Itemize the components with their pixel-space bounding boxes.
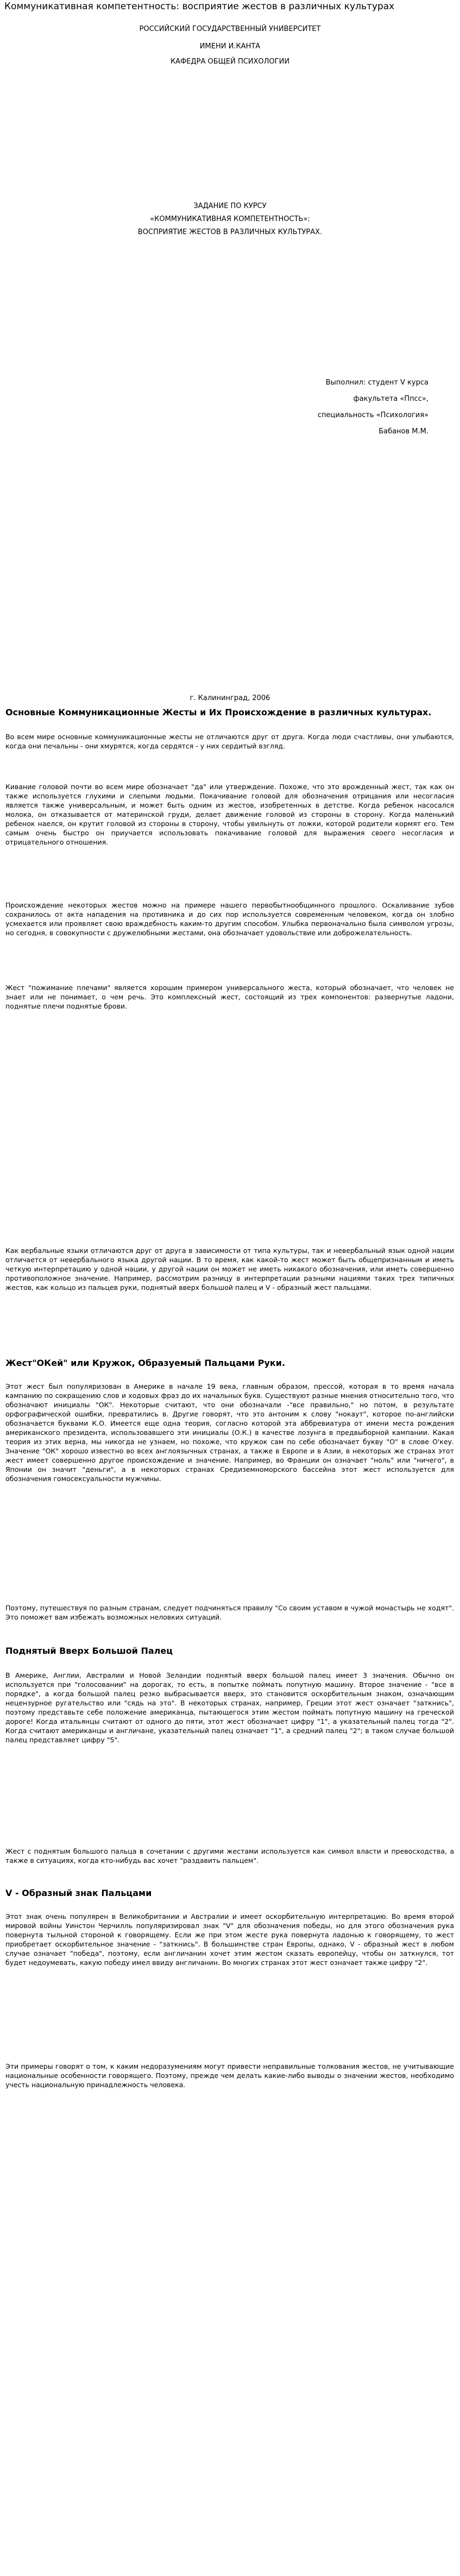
paragraph: Этот знак очень популярен в Великобритании и Австралии и имеет оскорбительную интерпретацию. Во время второй мировой войны Уинстон Черчилль популяризировал знак "V" для обозначения победы, но для этого обозначения рука повернута тыльной стороной к говорящему. Если же при этом жесте рука повернута ладонью к говорящему, то жест приобретает оскорбительное значение - "заткнись". В большинстве стран Европы, однако, V - образный жест в любом случае означает "победа", поэтому, если англичанин хочет этим жестом сказать европейцу, чтобы он заткнулся, тот будет недоумевать, какую победу имел ввиду англичанин. Во многих странах этот жест означает также цифру "2". <box>5 1912 454 1967</box>
author-line-4: Бабанов М.М. <box>379 427 429 436</box>
assignment-line-2: «КОММУНИКАТИВНАЯ КОМПЕТЕНТНОСТЬ»: <box>150 215 310 223</box>
paragraph: Жест "пожимание плечами" является хорошим примером универсального жеста, который обозначает, что человек не знает или не понимает, о чем речь. Это комплексный жест, состоящий из трех компонентов: развернутые ладони, поднятые плечи поднятые брови. <box>5 984 454 1010</box>
paragraph: Происхождение некоторых жестов можно на примере нашего первобытнообщинного прошлого. Оскаливание зубов сохранилось от акта нападения на противника и до сих пор используется современным человеком, когда он злобно усмехается или проявляет свою враждебность каким-то другим способом. Улыбка первоначально была символом угрозы, но сегодня, в совокупности с дружелюбными жестами, она обозначает удовольствие или доброжелательность. <box>5 901 454 937</box>
assignment-line-1: ЗАДАНИЕ ПО КУРСУ <box>193 202 267 210</box>
paragraph: Поэтому, путешествуя по разным странам, следует подчиняться правилу "Со своим уставом в чужой монастырь не ходят". Это поможет вам избежать возможных неловких ситуаций. <box>5 1604 454 1621</box>
paragraph: Эти примеры говорят о том, к каким недоразумениям могут привести неправильные толкования жестов, не учитывающие национальные особенности говорящего. Поэтому, прежде чем делать какие-либо выводы о значении жестов, необходимо учесть национальную принадлежность человека. <box>5 2062 454 2089</box>
assignment-line-3: ВОСПРИЯТИЕ ЖЕСТОВ В РАЗЛИЧНЫХ КУЛЬТУРАХ. <box>137 228 323 236</box>
document-title: Коммуникативная компетентность: восприятие жестов в различных культурах <box>4 1 395 12</box>
city-year: г. Калининград, 2006 <box>190 694 270 702</box>
section-heading: Жест"ОКей" или Кружок, Образуемый Пальцами Руки. <box>5 1358 286 1368</box>
university-name: РОССИЙСКИЙ ГОСУДАРСТВЕННЫЙ УНИВЕРСИТЕТ <box>139 25 321 33</box>
paragraph: Как вербальные языки отличаются друг от друга в зависимости от типа культуры, так и невербальный язык одной нации отличается от невербального языка другой нации. В то время, как какой-то жест может быть общепризнанным и иметь четкую интерпретацию у одной нации, у другой нации он может не иметь никакого обозначения, или иметь совершенно противоположное значение. Например, рассмотрим разницу в интерпретации разными нациями таких трех типичных жестов, как кольцо из пальцев руки, поднятый вверх большой палец и V - образный жест пальцами. <box>5 1246 454 1292</box>
author-line-3: специальность «Психология» <box>317 411 429 419</box>
section-heading: Поднятый Вверх Большой Палец <box>5 1646 173 1656</box>
author-line-1: Выполнил: студент V курса <box>325 379 429 387</box>
paragraph: Этот жест был популяризован в Америке в начале 19 века, главным образом, прессой, которая в то время начала кампанию по сокращению слов и ходовых фраз до их начальных букв. Существуют разные мнения относительно того, что обозначают инициалы "ОК". Некоторые считают, что они обозначали -"все правильно," но потом, в результате орфографической ошибки, превратились в. Другие говорят, что это антоним к слову "нокаут", которое по-английски обозначается буквами К.О. Имеется еще одна теория, согласно которой эта аббревиатура от имени места рождения американского президента, использовавшего эти инициалы (О.К.) в качестве лозунга в предвыборной кампании. Какая теория из этих верна, мы никогда не узнаем, но похоже, что кружок сам по себе обозначает букву "О" в слове О'кеу. Значение "ОК" хорошо известно во всех англоязычных странах, а также в Европе и в Азии, в некоторых же странах этот жест имеет совершенно другое происхождение и значение. Например, во Франции он означает "ноль" или "ничего", в Японии он значит "деньги", а в некоторых странах Средиземноморского бассейна этот жест используется для обозначения гомосексуальности мужчины. <box>5 1382 454 1483</box>
department-name: КАФЕДРА ОБЩЕЙ ПСИХОЛОГИИ <box>170 58 290 66</box>
section-heading: Основные Коммуникационные Жесты и Их Происхождение в различных культурах. <box>5 707 432 717</box>
university-named-after: ИМЕНИ И.КАНТА <box>199 42 261 51</box>
paragraph: Жест с поднятым большого пальца в сочетании с другими жестами используется как символ власти и превосходства, а также в ситуациях, когда кто-нибудь вас хочет "раздавить пальцем". <box>5 1847 454 1865</box>
section-heading: V - Образный знак Пальцами <box>5 1888 152 1898</box>
author-line-2: факультета «Ппсс», <box>353 395 429 403</box>
paragraph: Кивание головой почти во всем мире обозначает "да" или утверждение. Похоже, что это врожденный жест, так как он также используется глухими и слепыми людьми. Покачивание головой для обозначения отрицания или несогласия является также универсальным, и может быть одним из жестов, изобретенных в детстве. Когда ребенок насосался молока, он отказывается от материнской груди, делает движение головой из стороны в сторону. Когда маленький ребенок наелся, он крутит головой из стороны в сторону, чтобы увильнуть от ложки, которой родители кормят его. Тем самым очень быстро он приучается использовать покачивание головой для выражения своего несогласия и отрицательного отношения. <box>5 783 454 846</box>
paragraph: Во всем мире основные коммуникационные жесты не отличаются друг от друга. Когда люди счастливы, они улыбаются, когда они печальны - они хмурятся, когда сердятся - у них сердитый взгляд. <box>5 733 454 750</box>
paragraph: В Америке, Англии, Австралии и Новой Зеландии поднятый вверх большой палец имеет 3 значения. Обычно он используется при "голосовании" на дорогах, то есть, в попытке поймать попутную машину. Второе значение - "все в порядке", а когда большой палец резко выбрасывается вверх, это становится оскорбительным знаком, означающим нецензурное ругательство или "сядь на это". В некоторых странах, например, Греции этот жест означает "заткнись", поэтому представьте себе положение американца, пытающегося этим жестом поймать попутную машину на греческой дороге! Когда итальянцы считают от одного до пяти, этот жест обозначает цифру "1", а указательный палец тогда "2". Когда считают американцы и англичане, указательный палец означает "1", а средний палец "2"; в таком случае большой палец представляет цифру "5". <box>5 1671 454 1744</box>
